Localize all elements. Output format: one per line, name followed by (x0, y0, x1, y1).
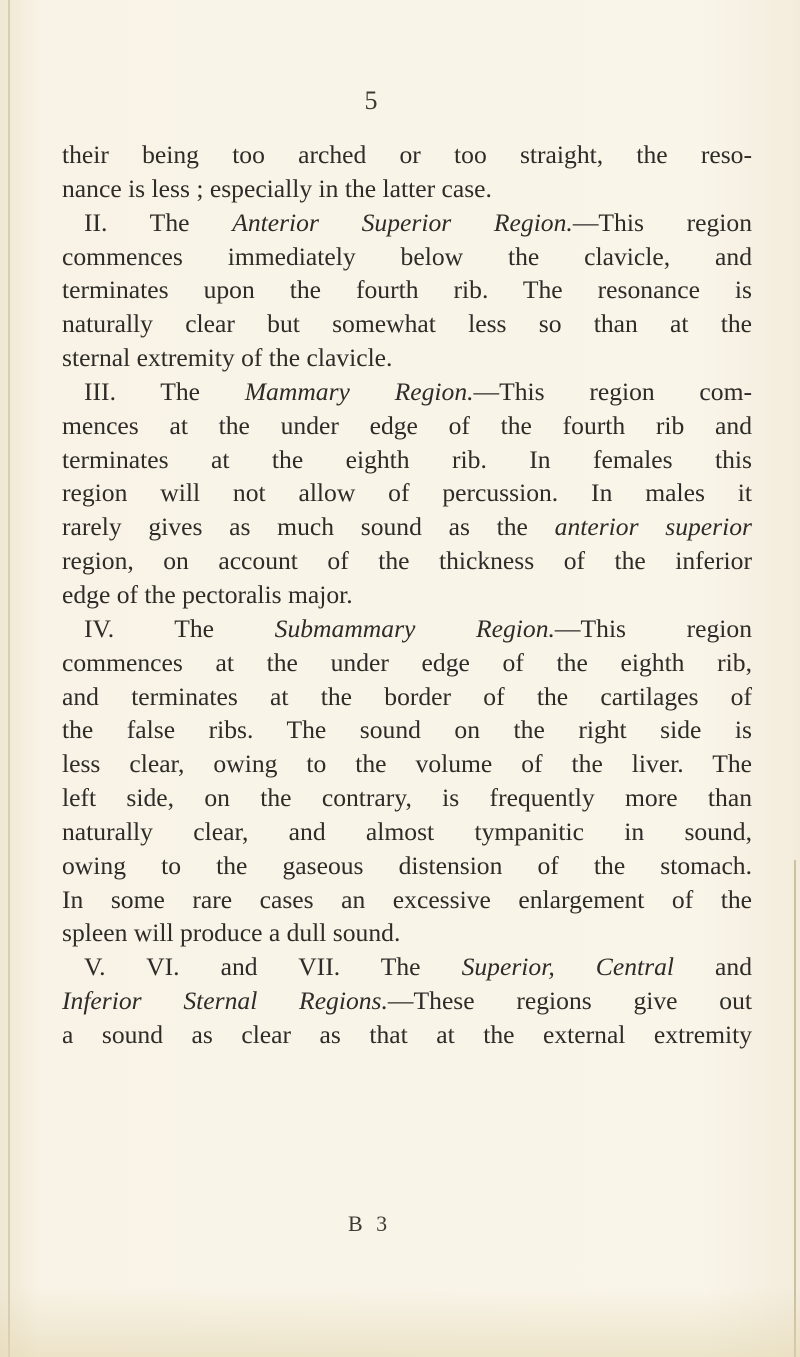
text-line: naturally clear but somewhat less so than at the (62, 309, 752, 339)
text-line: commences at the under edge of the eighth rib, (62, 647, 752, 677)
text-line: sternal extremity of the clavicle. (62, 343, 393, 373)
left-page-edge (8, 0, 10, 1357)
text-line: III. The Mammary Region.—This region com- (84, 376, 753, 406)
text-line: left side, on the contrary, is frequently more than (62, 783, 752, 813)
text-line: terminates at the eighth rib. In females this (62, 444, 752, 474)
text-line: a sound as clear as that at the external extremity (62, 1019, 752, 1049)
text-line: II. The Anterior Superior Region.—This region (84, 207, 752, 237)
text-line: naturally clear, and almost tympanitic in sound, (62, 816, 752, 846)
text-line: terminates upon the fourth rib. The resonance is (62, 275, 752, 305)
text-line: Inferior Sternal Regions.—These regions give out (62, 986, 753, 1016)
text-line: mences at the under edge of the fourth rib and (62, 410, 752, 440)
text-line: region, on account of the thickness of the inferior (62, 546, 752, 576)
signature-mark: B 3 (348, 1211, 392, 1236)
text-line: less clear, owing to the volume of the liver. The (62, 749, 752, 779)
text-line: and terminates at the border of the cartilages of (62, 681, 752, 711)
text-line: commences immediately below the clavicle, and (62, 241, 752, 271)
text-line: IV. The Submammary Region.—This region (84, 613, 753, 643)
text-line: their being too arched or too straight, the reso- (62, 140, 752, 169)
text-line: rarely gives as much sound as the anterior superior (62, 512, 752, 542)
body-text (62, 138, 752, 1052)
text-line: nance is less ; especially in the latter case. (62, 173, 492, 203)
text-line: owing to the gaseous distension of the stomach. (62, 850, 752, 880)
page-stain (0, 1287, 800, 1357)
right-page-edge (794, 860, 796, 1357)
text-line: V. VI. and VII. The Superior, Central and (84, 952, 752, 982)
text-line: edge of the pectoralis major. (62, 579, 353, 609)
page-number: 5 (364, 86, 378, 115)
text-line: region will not allow of percussion. In males it (62, 478, 752, 508)
text-line: In some rare cases an excessive enlargement of the (62, 884, 752, 914)
text-line: spleen will produce a dull sound. (62, 918, 401, 948)
text-line: the false ribs. The sound on the right side is (62, 715, 752, 745)
